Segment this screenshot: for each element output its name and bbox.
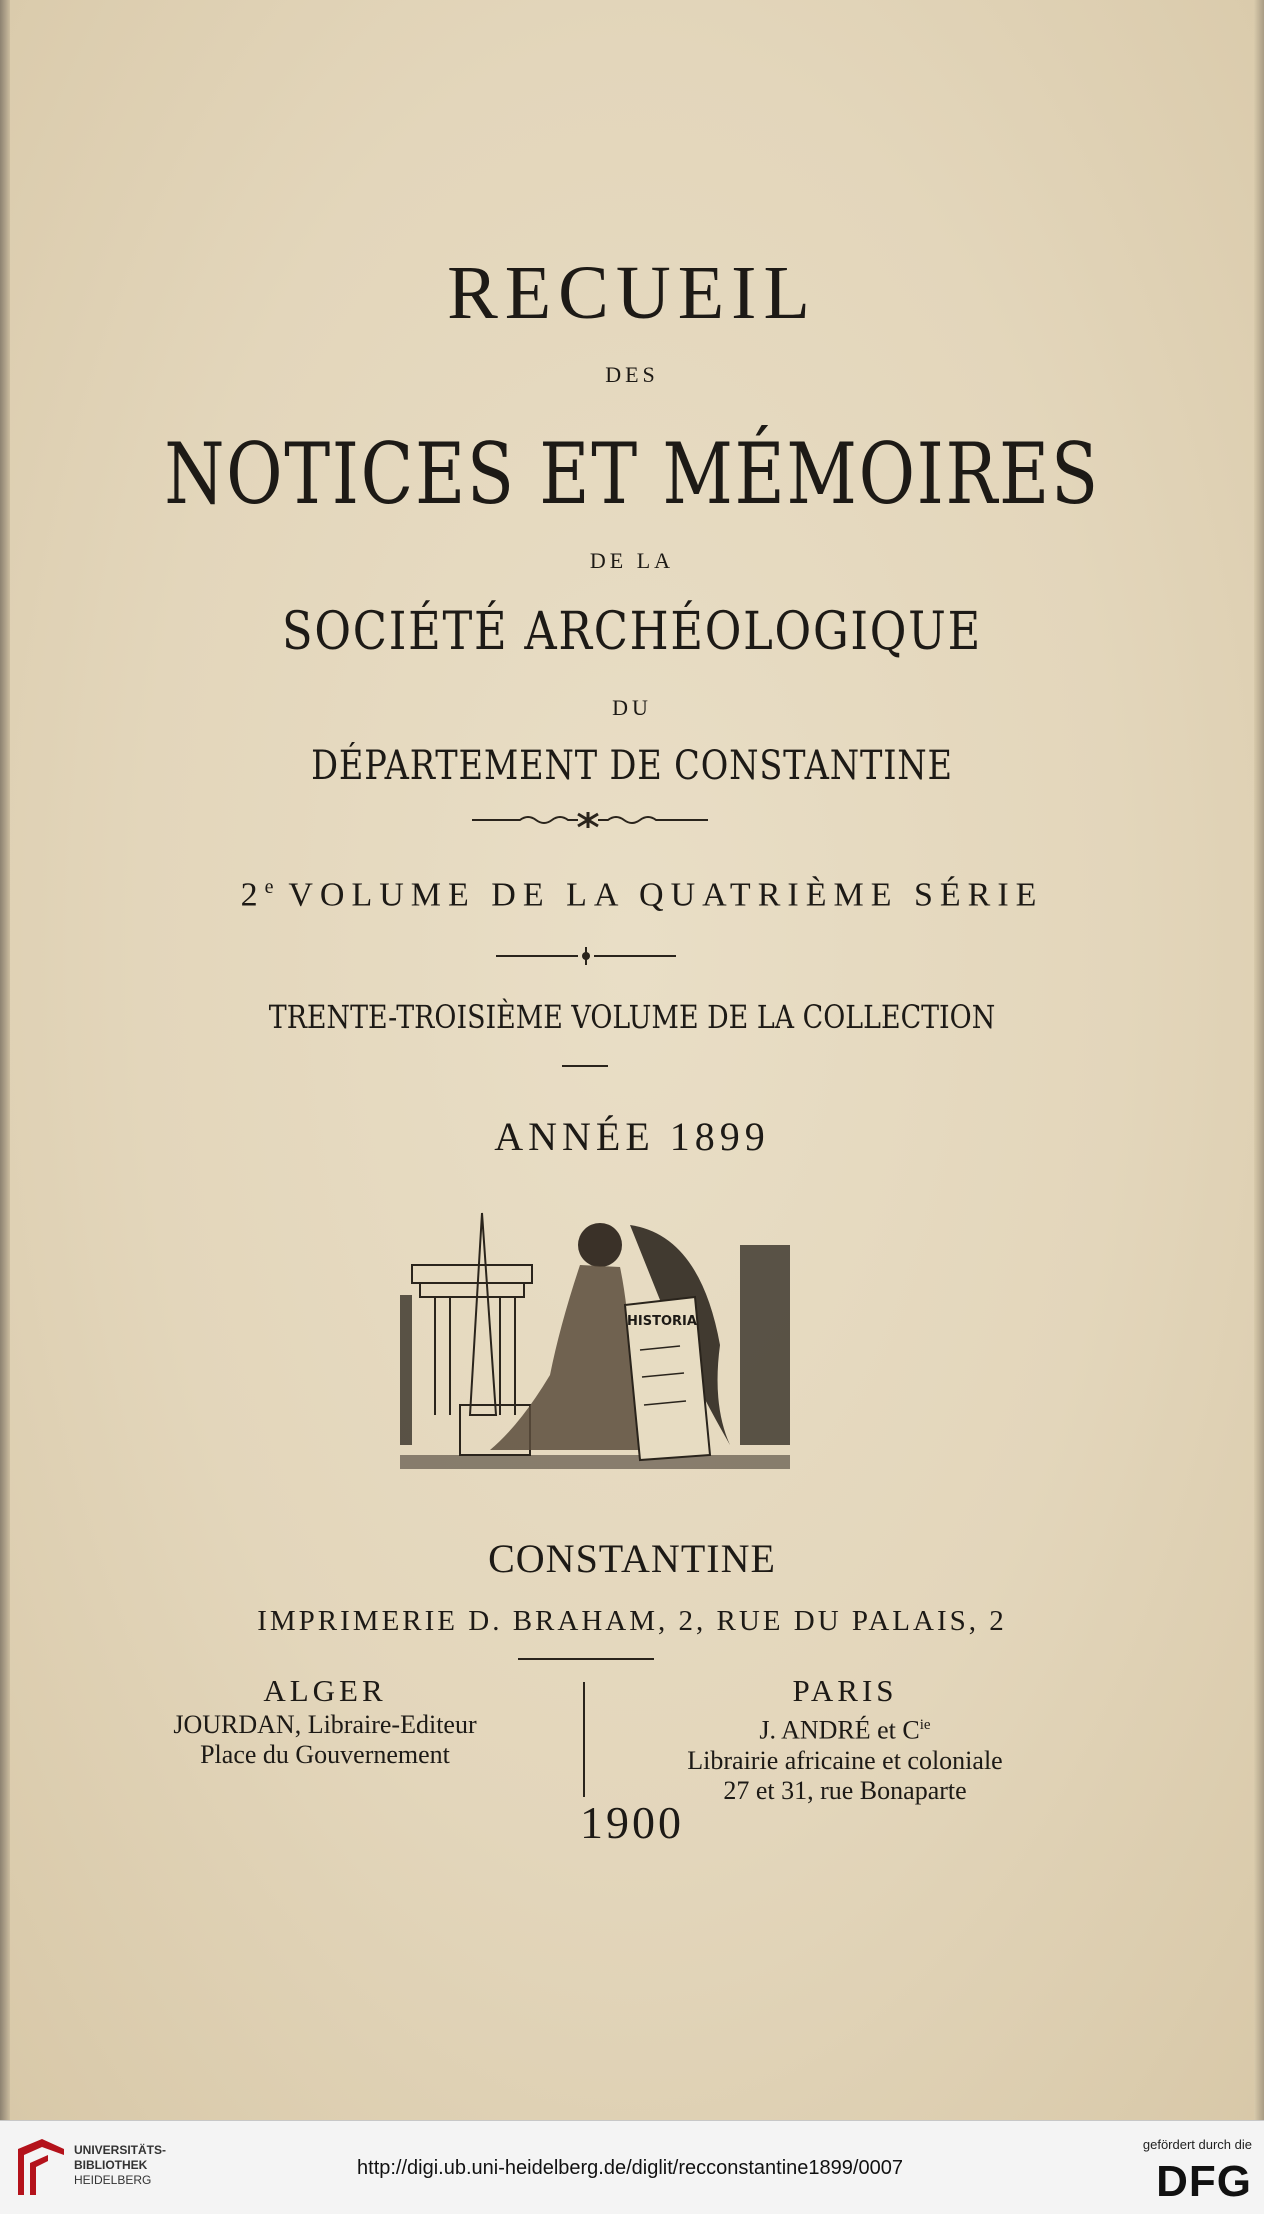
publisher-alger bbox=[120, 1672, 530, 1770]
publisher-paris bbox=[620, 1672, 1070, 1806]
paris-line1 bbox=[620, 1710, 1070, 1746]
paris-line1-sup: ie bbox=[919, 1717, 931, 1733]
institution-line2: BIBLIOTHEK bbox=[74, 2158, 148, 2172]
institution-line1: UNIVERSITÄTS- bbox=[74, 2143, 167, 2157]
volume-series bbox=[0, 876, 1264, 914]
ornament-divider-1-icon bbox=[0, 808, 1264, 832]
alger-line1: JOURDAN, Libraire-Editeur bbox=[173, 1710, 477, 1739]
university-library-logo-icon bbox=[12, 2135, 70, 2201]
funded-by-caption: gefördert durch die bbox=[1142, 2137, 1252, 2152]
year-annee: ANNÉE 1899 bbox=[494, 1114, 770, 1159]
publisher-city: CONSTANTINE bbox=[488, 1536, 776, 1581]
volume-text: VOLUME DE LA QUATRIÈME SÉRIE bbox=[288, 876, 1044, 914]
publication-year: 1900 bbox=[580, 1797, 684, 1848]
collection-volume: TRENTE-TROISIÈME VOLUME DE LA COLLECTION bbox=[268, 998, 996, 1036]
printer-address: IMPRIMERIE D. BRAHAM, 2, RUE DU PALAIS, 2 bbox=[257, 1605, 1007, 1637]
institution-line3: HEIDELBERG bbox=[74, 2173, 152, 2187]
title-des: DES bbox=[605, 362, 659, 387]
title-departement: DÉPARTEMENT DE CONSTANTINE bbox=[311, 743, 953, 789]
alger-line2: Place du Gouvernement bbox=[200, 1740, 450, 1769]
title-societe: SOCIÉTÉ ARCHÉOLOGIQUE bbox=[282, 602, 982, 662]
title-du: DU bbox=[612, 695, 652, 720]
ornament-divider-2-icon bbox=[0, 944, 1264, 968]
digitization-footer bbox=[0, 2120, 1264, 2214]
paris-city: PARIS bbox=[792, 1673, 898, 1708]
title-recueil: RECUEIL bbox=[447, 251, 817, 335]
permalink-url[interactable]: http://digi.ub.uni-heidelberg.de/diglit/recconstantine1899/0007 bbox=[357, 2157, 903, 2179]
title-de-la: DE LA bbox=[589, 548, 675, 573]
paris-line2: Librairie africaine et coloniale bbox=[687, 1745, 1003, 1775]
paris-line3: 27 et 31, rue Bonaparte bbox=[723, 1775, 967, 1805]
short-rule bbox=[562, 1065, 608, 1067]
institution-name bbox=[74, 2143, 166, 2188]
publisher-rule bbox=[518, 1658, 654, 1660]
volume-number-sup: e bbox=[264, 876, 274, 898]
column-separator bbox=[583, 1682, 585, 1797]
volume-number: 2 bbox=[240, 876, 265, 914]
historia-engraving-icon bbox=[400, 1205, 790, 1485]
paris-line1-main: J. ANDRÉ et C bbox=[759, 1715, 920, 1745]
engraving-scroll-text: HISTORIA bbox=[627, 1314, 697, 1329]
title-notices-memoires: NOTICES ET MÉMOIRES bbox=[164, 425, 1100, 523]
dfg-logo: DFG bbox=[1156, 2157, 1252, 2206]
alger-city: ALGER bbox=[263, 1673, 387, 1708]
